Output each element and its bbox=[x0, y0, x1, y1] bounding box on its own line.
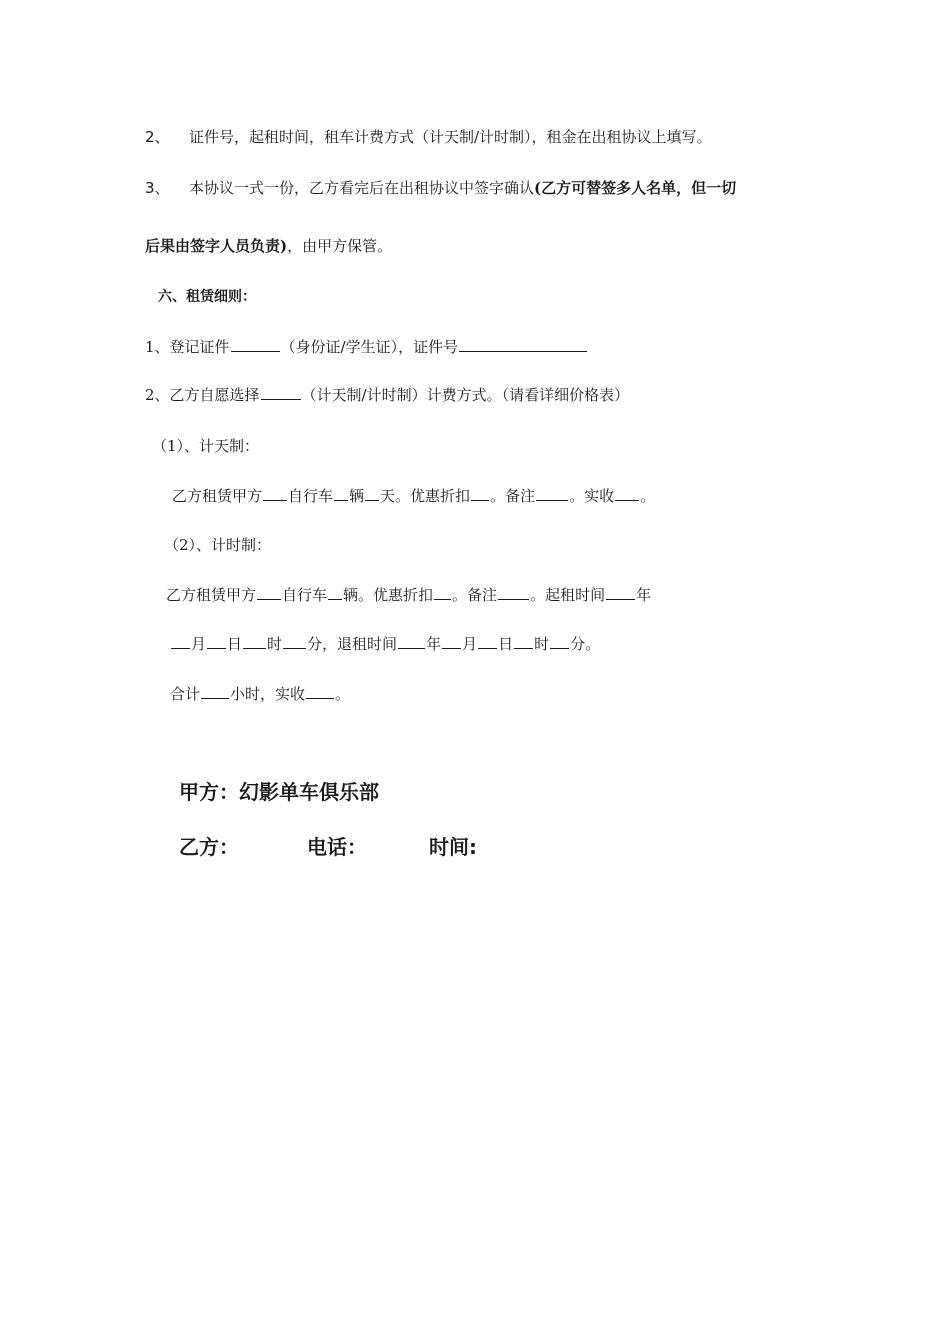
section-heading: 六、租赁细则： bbox=[158, 289, 256, 305]
time-label: 时间: bbox=[429, 835, 477, 859]
clause-text: 。备注 bbox=[490, 487, 536, 505]
clause-text: 合计 bbox=[170, 685, 201, 703]
blank-field[interactable] bbox=[536, 486, 568, 501]
clause-text: 。备注 bbox=[452, 586, 498, 604]
blank-field[interactable] bbox=[334, 486, 348, 501]
clause-5-2 bbox=[145, 127, 712, 147]
blank-field[interactable] bbox=[550, 634, 569, 649]
blank-field[interactable] bbox=[243, 634, 266, 649]
blank-field[interactable] bbox=[514, 634, 533, 649]
blank-field[interactable] bbox=[478, 634, 497, 649]
clause-number: 3、 bbox=[145, 179, 170, 197]
clause-text: 自行车 bbox=[282, 586, 328, 604]
clause-text: 辆。优惠折扣 bbox=[343, 586, 434, 604]
blank-field[interactable] bbox=[257, 585, 281, 600]
blank-field[interactable] bbox=[306, 684, 334, 699]
hourly-line-1 bbox=[166, 585, 651, 605]
clause-text: 月 bbox=[462, 635, 478, 653]
clause-text: 1、登记证件 bbox=[145, 338, 230, 356]
blank-field[interactable] bbox=[459, 337, 587, 352]
blank-field[interactable] bbox=[201, 684, 229, 699]
blank-field[interactable] bbox=[261, 385, 301, 400]
phone-label: 电话： bbox=[307, 835, 367, 859]
clause-text: 。实收 bbox=[569, 487, 615, 505]
blank-field[interactable] bbox=[365, 486, 379, 501]
clause-6-1 bbox=[145, 337, 588, 357]
blank-field[interactable] bbox=[283, 634, 306, 649]
clause-text: 。 bbox=[640, 487, 656, 505]
daily-label: （1）、计天制： bbox=[152, 437, 260, 455]
clause-5-3-continued bbox=[145, 236, 392, 256]
clause-bold-text: 后果由签字人员负责) bbox=[145, 237, 288, 255]
clause-text: 证件号，起租时间，租车计费方式（计天制/计时制），租金在出租协议上填写。 bbox=[189, 128, 712, 146]
clause-text: 日 bbox=[498, 635, 514, 653]
hourly-line-2 bbox=[170, 634, 600, 654]
clause-text: 时 bbox=[534, 635, 550, 653]
clause-text: 月 bbox=[191, 635, 207, 653]
clause-text: 时 bbox=[267, 635, 283, 653]
clause-text: 本协议一式一份，乙方看完后在出租协议中签字确认 bbox=[189, 179, 535, 197]
blank-field[interactable] bbox=[471, 486, 489, 501]
clause-text: 自行车 bbox=[288, 487, 334, 505]
blank-field[interactable] bbox=[498, 585, 529, 600]
party-a-signature: 甲方：幻影单车俱乐部 bbox=[179, 780, 379, 804]
blank-field[interactable] bbox=[442, 634, 461, 649]
blank-field[interactable] bbox=[606, 585, 635, 600]
clause-text: 年 bbox=[636, 586, 652, 604]
clause-text: 。起租时间 bbox=[530, 586, 606, 604]
clause-text: （身份证/学生证），证件号 bbox=[280, 338, 459, 356]
blank-field[interactable] bbox=[231, 337, 280, 352]
clause-text: 分。 bbox=[570, 635, 601, 653]
clause-text: 辆 bbox=[349, 487, 365, 505]
clause-number: 2、 bbox=[145, 128, 170, 146]
hourly-label: （2）、计时制： bbox=[164, 536, 272, 554]
clause-text: 天。优惠折扣 bbox=[380, 487, 471, 505]
clause-text: 乙方租赁甲方 bbox=[172, 487, 263, 505]
clause-text: 乙方租赁甲方 bbox=[166, 586, 257, 604]
clause-text: 。 bbox=[335, 685, 351, 703]
clause-5-3 bbox=[145, 178, 736, 198]
blank-field[interactable] bbox=[171, 634, 190, 649]
clause-bold-text: (乙方可替签多人名单，但一切 bbox=[534, 179, 737, 197]
blank-field[interactable] bbox=[328, 585, 342, 600]
clause-text: 日 bbox=[227, 635, 243, 653]
blank-field[interactable] bbox=[207, 634, 226, 649]
clause-text: 分，退租时间 bbox=[307, 635, 398, 653]
blank-field[interactable] bbox=[615, 486, 639, 501]
blank-field[interactable] bbox=[434, 585, 451, 600]
clause-6-2 bbox=[145, 385, 629, 405]
blank-field[interactable] bbox=[263, 486, 287, 501]
clause-text: 小时，实收 bbox=[230, 685, 306, 703]
daily-line bbox=[172, 486, 655, 506]
hourly-line-3 bbox=[170, 684, 350, 704]
blank-field[interactable] bbox=[398, 634, 425, 649]
party-b-signature: 乙方： bbox=[179, 835, 239, 859]
clause-text: （计天制/计时制）计费方式。（请看详细价格表） bbox=[301, 386, 630, 404]
clause-text: 年 bbox=[426, 635, 442, 653]
clause-text: ，由甲方保管。 bbox=[287, 237, 393, 255]
clause-text: 2、乙方自愿选择 bbox=[145, 386, 260, 404]
